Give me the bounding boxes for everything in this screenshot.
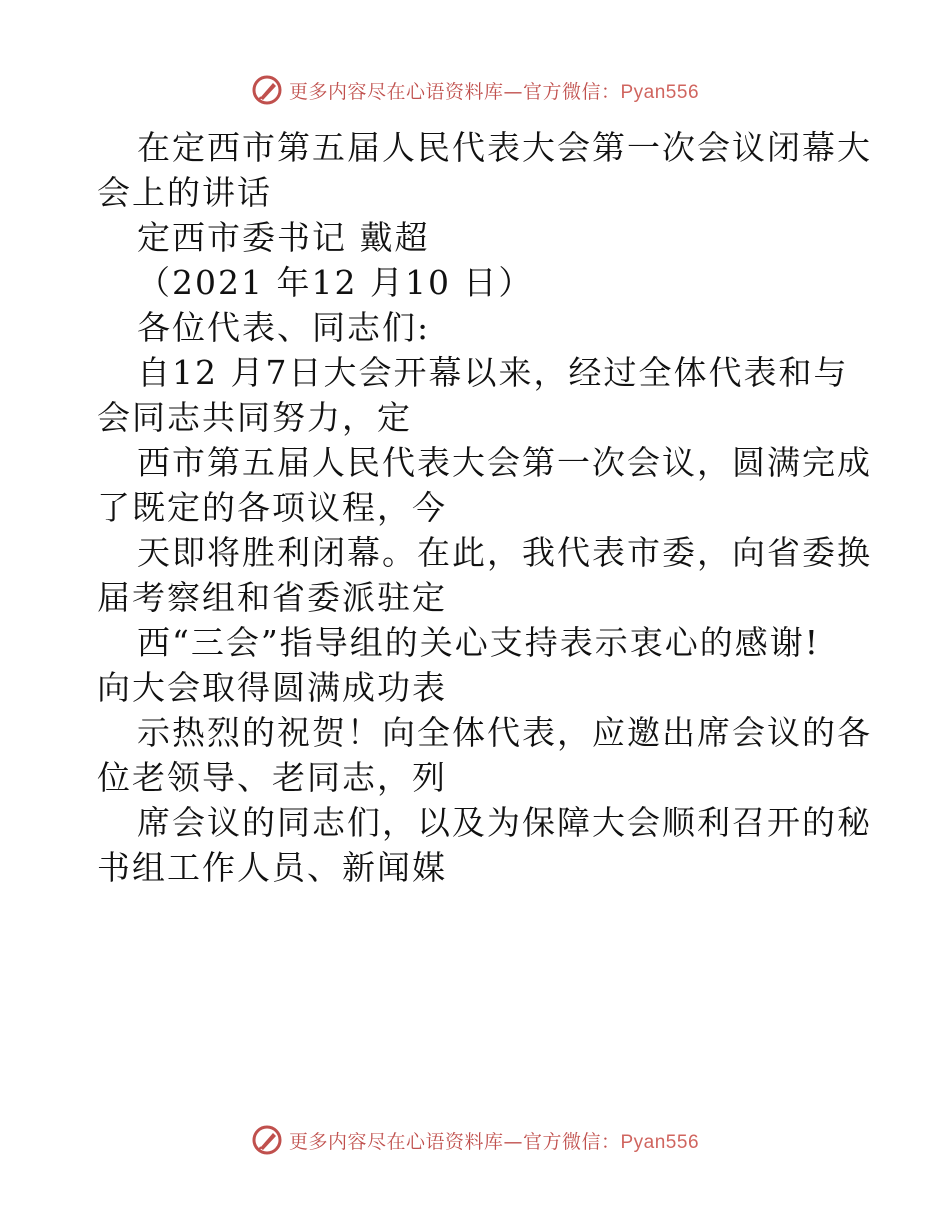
paragraph-line: 席会议的同志们，以及为保障大会顺利召开的秘	[137, 803, 872, 842]
watermark-main: 更多内容尽在心语资料库	[288, 1130, 504, 1153]
paragraph-line: 天即将胜利闭幕。在此，我代表市委，向省委换	[137, 533, 872, 572]
speech-title-line-1: 在定西市第五届人民代表大会第一次会议闭幕大	[137, 128, 872, 167]
watermark-footer	[0, 1120, 950, 1160]
quill-logo-icon	[251, 74, 283, 106]
watermark-main: 更多内容尽在心语资料库	[288, 80, 504, 103]
watermark-wechat-label: 官方微信：	[522, 80, 621, 103]
paragraph-line: 示热烈的祝贺！向全体代表，应邀出席会议的各	[137, 713, 872, 752]
watermark-separator: —	[503, 1130, 523, 1153]
document-body	[97, 125, 872, 890]
paragraph-line: 自12 月7日大会开幕以来，经过全体代表和与	[137, 353, 849, 392]
watermark-text	[289, 77, 699, 104]
watermark-separator: —	[503, 80, 523, 103]
paragraph-line: 会同志共同努力，定	[97, 398, 412, 437]
watermark-header	[0, 70, 950, 110]
paragraph-line: 向大会取得圆满成功表	[97, 668, 447, 707]
speaker-byline: 定西市委书记 戴超	[137, 218, 430, 257]
watermark-wechat-label: 官方微信：	[522, 1130, 621, 1153]
paragraph-line: 了既定的各项议程，今	[97, 488, 447, 527]
salutation: 各位代表、同志们:	[137, 308, 431, 347]
watermark-wechat-id: Pyan556	[620, 81, 700, 103]
speech-title-line-2: 会上的讲话	[97, 173, 272, 212]
watermark-text	[289, 1127, 699, 1154]
paragraph-line: 位老领导、老同志，列	[97, 758, 447, 797]
watermark-wechat-id: Pyan556	[620, 1131, 700, 1153]
quill-logo-icon	[251, 1124, 283, 1156]
speech-date: （2021 年12 月10 日）	[137, 263, 534, 302]
paragraph-line: 西市第五届人民代表大会第一次会议，圆满完成	[137, 443, 872, 482]
paragraph-line: 西“三会”指导组的关心支持表示衷心的感谢!	[137, 623, 821, 662]
paragraph-line: 届考察组和省委派驻定	[97, 578, 447, 617]
paragraph-line: 书组工作人员、新闻媒	[97, 848, 447, 887]
